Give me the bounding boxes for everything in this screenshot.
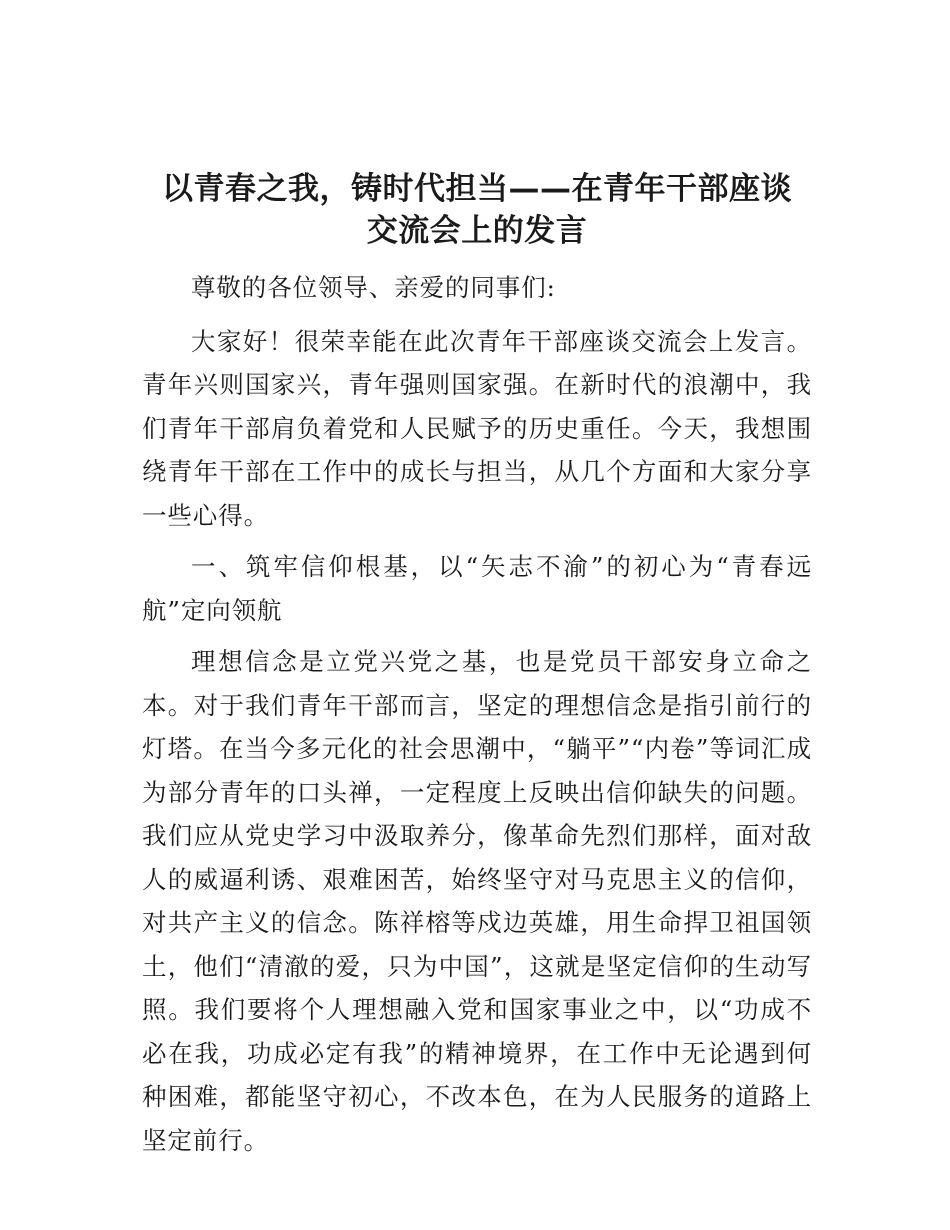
salutation: 尊敬的各位领导、亲爱的同事们: xyxy=(191,273,556,302)
title-line-1: 以青春之我，铸时代担当——在青年干部座谈 xyxy=(162,171,792,207)
document-page xyxy=(142,168,812,1170)
paragraph-section-1: 理想信念是立党兴党之基，也是党员干部安身立命之本。对于我们青年干部而言，坚定的理想信念是指引前行的灯塔。在当今多元化的社会思潮中，“躺平”“内卷”等词汇成为部分青年的口头禅，一定程度上反映出信仰缺失的问题。我们应从党史学习中汲取养分，像革命先烈们那样，面对敌人的威逼利诱、艰难困苦，始终坚守对马克思主义的信仰，对共产主义的信念。陈祥榕等戍边英雄，用生命捍卫祖国领土，他们“清澈的爱，只为中国”，这就是坚定信仰的生动写照。我们要将个人理想融入党和国家事业之中，以“功成不必在我，功成必定有我”的精神境界，在工作中无论遇到何种困难，都能坚守初心，不改本色，在为人民服务的道路上坚定前行。 xyxy=(142,647,812,1155)
paragraph-opening: 大家好！很荣幸能在此次青年干部座谈交流会上发言。青年兴则国家兴，青年强则国家强。在新时代的浪潮中，我们青年干部肩负着党和人民赋予的历史重任。今天，我想围绕青年干部在工作中的成长与担当，从几个方面和大家分享一些心得。 xyxy=(142,326,812,530)
title-line-2: 交流会上的发言 xyxy=(366,213,588,249)
document-title xyxy=(142,168,812,252)
section-heading-1: 一、筑牢信仰根基，以“矢志不渝”的初心为“青春远航”定向领航 xyxy=(142,552,812,625)
